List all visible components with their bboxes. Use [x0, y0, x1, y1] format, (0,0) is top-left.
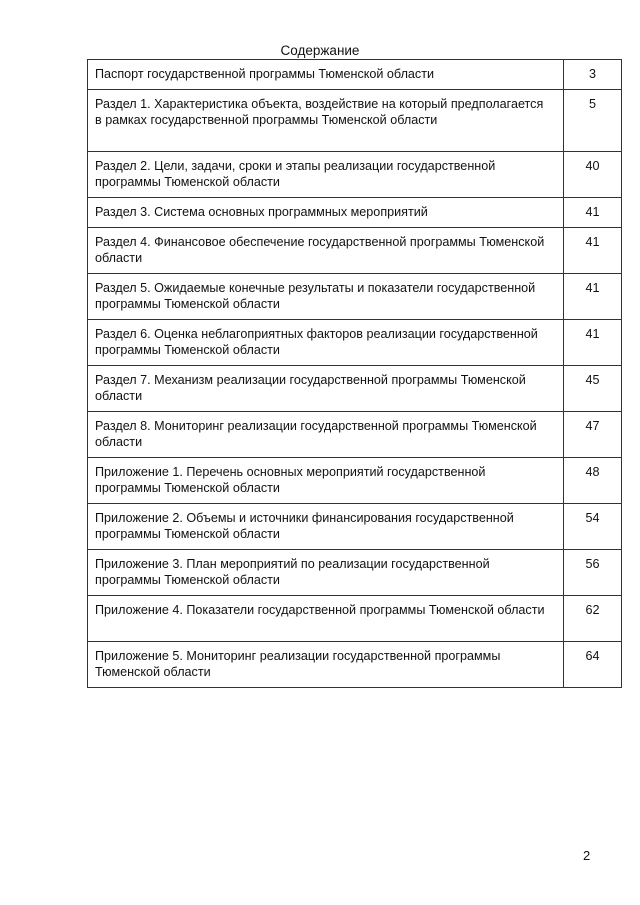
- toc-row: [88, 60, 622, 90]
- toc-entry-title: Раздел 4. Финансовое обеспечение государственной программы Тюменской области: [88, 228, 564, 274]
- toc-row: [88, 412, 622, 458]
- toc-row: [88, 642, 622, 688]
- toc-entry-title: Раздел 8. Мониторинг реализации государственной программы Тюменской области: [88, 412, 564, 458]
- toc-entry-page: 54: [564, 504, 622, 550]
- page-title: Содержание: [280, 43, 360, 58]
- toc-entry-title: Раздел 6. Оценка неблагоприятных факторов реализации государственной программы Тюменской области: [88, 320, 564, 366]
- toc-entry-title: Раздел 1. Характеристика объекта, воздействие на который предполагается в рамках государственной программы Тюменской области: [88, 90, 564, 152]
- toc-entry-title: Раздел 7. Механизм реализации государственной программы Тюменской области: [88, 366, 564, 412]
- toc-row: [88, 366, 622, 412]
- toc-entry-title: Паспорт государственной программы Тюменской области: [88, 60, 564, 90]
- toc-entry-title: Приложение 5. Мониторинг реализации государственной программы Тюменской области: [88, 642, 564, 688]
- toc-entry-title: Приложение 3. План мероприятий по реализации государственной программы Тюменской области: [88, 550, 564, 596]
- toc-body: [88, 60, 622, 688]
- toc-entry-page: 48: [564, 458, 622, 504]
- toc-entry-title: Раздел 5. Ожидаемые конечные результаты и показатели государственной программы Тюменской области: [88, 274, 564, 320]
- toc-entry-title: Приложение 1. Перечень основных мероприятий государственной программы Тюменской области: [88, 458, 564, 504]
- toc-row: [88, 90, 622, 152]
- toc-entry-page: 62: [564, 596, 622, 642]
- toc-entry-page: 41: [564, 320, 622, 366]
- table-of-contents: [87, 59, 622, 688]
- toc-entry-page: 5: [564, 90, 622, 152]
- toc-entry-page: 41: [564, 228, 622, 274]
- toc-entry-page: 47: [564, 412, 622, 458]
- toc-row: [88, 550, 622, 596]
- toc-row: [88, 274, 622, 320]
- toc-entry-page: 40: [564, 152, 622, 198]
- toc-row: [88, 228, 622, 274]
- toc-row: [88, 152, 622, 198]
- toc-entry-page: 3: [564, 60, 622, 90]
- toc-row: [88, 458, 622, 504]
- toc-entry-title: Раздел 3. Система основных программных мероприятий: [88, 198, 564, 228]
- toc-entry-title: Приложение 4. Показатели государственной программы Тюменской области: [88, 596, 564, 642]
- toc-entry-page: 41: [564, 274, 622, 320]
- toc-row: [88, 198, 622, 228]
- toc-entry-page: 56: [564, 550, 622, 596]
- toc-row: [88, 596, 622, 642]
- toc-row: [88, 320, 622, 366]
- toc-entry-page: 64: [564, 642, 622, 688]
- toc-row: [88, 504, 622, 550]
- toc-entry-title: Приложение 2. Объемы и источники финансирования государственной программы Тюменской области: [88, 504, 564, 550]
- toc-entry-page: 41: [564, 198, 622, 228]
- toc-entry-page: 45: [564, 366, 622, 412]
- toc-entry-title: Раздел 2. Цели, задачи, сроки и этапы реализации государственной программы Тюменской области: [88, 152, 564, 198]
- page-number: 2: [583, 848, 591, 863]
